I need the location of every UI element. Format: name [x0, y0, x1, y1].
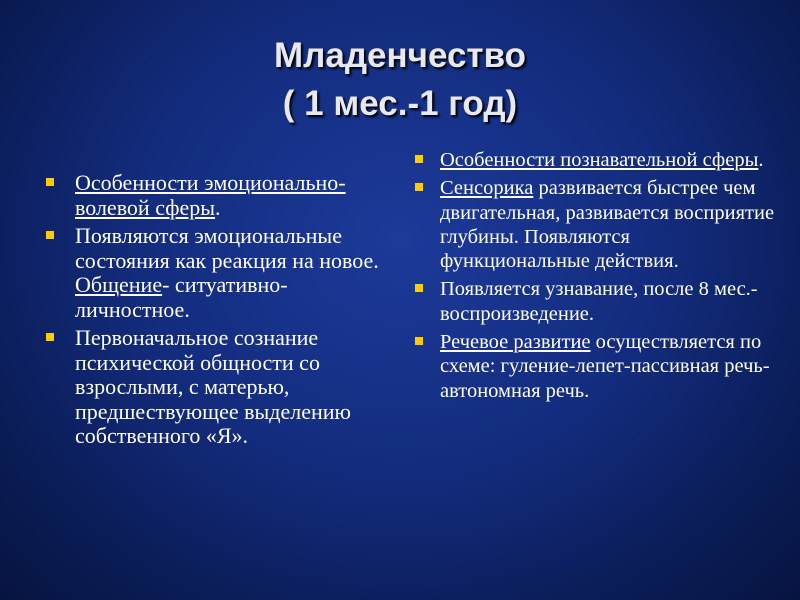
list-item — [415, 176, 775, 273]
square-bullet-icon — [46, 231, 54, 239]
sensorics-term: Сенсорика — [440, 177, 534, 200]
list-item-text: развивается быстрее чем двигательная, развивается восприятие глубины. Появляются функциональные действия. — [440, 177, 775, 273]
list-item — [46, 326, 382, 449]
heading-period: . — [758, 149, 764, 171]
communication-term: Общение — [75, 272, 163, 297]
list-item-text: Первоначальное сознание психической общности со взрослыми, с матерью, предшествующее выделению собственного «Я». — [75, 325, 351, 448]
speech-development-term: Речевое развитие — [440, 331, 591, 354]
slide-title — [0, 32, 800, 128]
right-bullet-list — [415, 148, 775, 403]
square-bullet-icon — [415, 284, 423, 292]
right-column — [415, 148, 775, 407]
square-bullet-icon — [415, 183, 423, 191]
list-item — [415, 148, 775, 172]
slide-title-line-1: Младенчество — [273, 36, 527, 75]
left-column — [46, 171, 382, 453]
emotional-sphere-heading: Особенности эмоционально-волевой сферы — [75, 170, 346, 220]
square-bullet-icon — [46, 178, 54, 186]
list-item-text: осуществляется по схеме: гуление-лепет-пассивная речь-автономная речь. — [440, 331, 770, 402]
list-item — [46, 224, 382, 322]
slide-title-line-2: ( 1 мес.-1 год) — [282, 84, 518, 123]
square-bullet-icon — [46, 333, 54, 341]
list-item-text: - ситуативно-личностное. — [75, 272, 288, 322]
heading-period: . — [215, 194, 221, 220]
cognitive-sphere-heading: Особенности познавательной сферы — [440, 149, 759, 171]
list-item — [415, 277, 775, 326]
list-item-text: Появляются эмоциональные состояния как реакция на новое. — [75, 223, 379, 273]
list-item-text: Появляется узнавание, после 8 мес.-воспроизведение. — [440, 278, 758, 325]
square-bullet-icon — [415, 155, 423, 163]
list-item — [46, 171, 382, 220]
list-item — [415, 330, 775, 403]
left-bullet-list — [46, 171, 382, 449]
square-bullet-icon — [415, 337, 423, 345]
